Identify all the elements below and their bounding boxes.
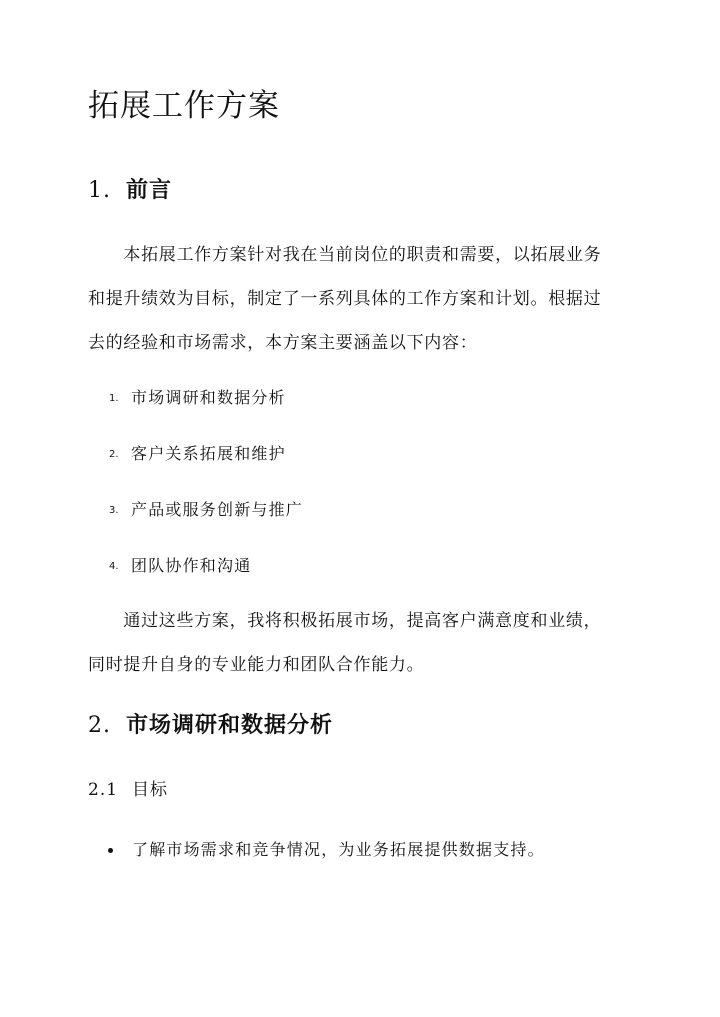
section-1-number: 1. bbox=[88, 178, 111, 203]
list-item-text: 市场调研和数据分析 bbox=[131, 388, 286, 407]
section-2-heading bbox=[88, 709, 333, 742]
list-marker: 4. bbox=[109, 560, 119, 572]
bullet-item-text: 了解市场需求和竞争情况，为业务拓展提供数据支持。 bbox=[132, 840, 545, 859]
section-1-heading bbox=[88, 174, 172, 207]
list-marker: 2. bbox=[109, 448, 119, 460]
intro-line-3: 去的经验和市场需求，本方案主要涵盖以下内容： bbox=[88, 333, 478, 353]
list-item bbox=[109, 385, 286, 411]
list-item bbox=[109, 441, 286, 467]
section-2-title: 市场调研和数据分析 bbox=[126, 712, 334, 738]
bullet-dot-icon bbox=[108, 848, 113, 853]
subsection-2-1-title: 目标 bbox=[132, 780, 168, 800]
list-marker: 3. bbox=[109, 504, 119, 516]
list-item-text: 客户关系拓展和维护 bbox=[131, 444, 286, 463]
list-item-text: 产品或服务创新与推广 bbox=[131, 500, 304, 519]
section-2-number: 2. bbox=[88, 713, 111, 738]
document-title: 拓展工作方案 bbox=[88, 88, 280, 124]
list-item bbox=[109, 497, 303, 523]
subsection-2-1-heading bbox=[88, 777, 168, 803]
intro-line-1: 本拓展工作方案针对我在当前岗位的职责和需要，以拓展业务 bbox=[88, 245, 602, 265]
closing-line-2: 同时提升自身的专业能力和团队合作能力。 bbox=[88, 655, 425, 675]
section-1-title: 前言 bbox=[126, 177, 173, 203]
subsection-2-1-number: 2.1 bbox=[88, 780, 119, 800]
closing-line-1: 通过这些方案，我将积极拓展市场，提高客户满意度和业绩， bbox=[88, 611, 602, 631]
list-marker: 1. bbox=[109, 392, 119, 404]
list-item-text: 团队协作和沟通 bbox=[131, 556, 252, 575]
list-item bbox=[109, 553, 251, 579]
bullet-list-item bbox=[108, 837, 545, 863]
intro-line-2: 和提升绩效为目标，制定了一系列具体的工作方案和计划。根据过 bbox=[88, 289, 602, 309]
